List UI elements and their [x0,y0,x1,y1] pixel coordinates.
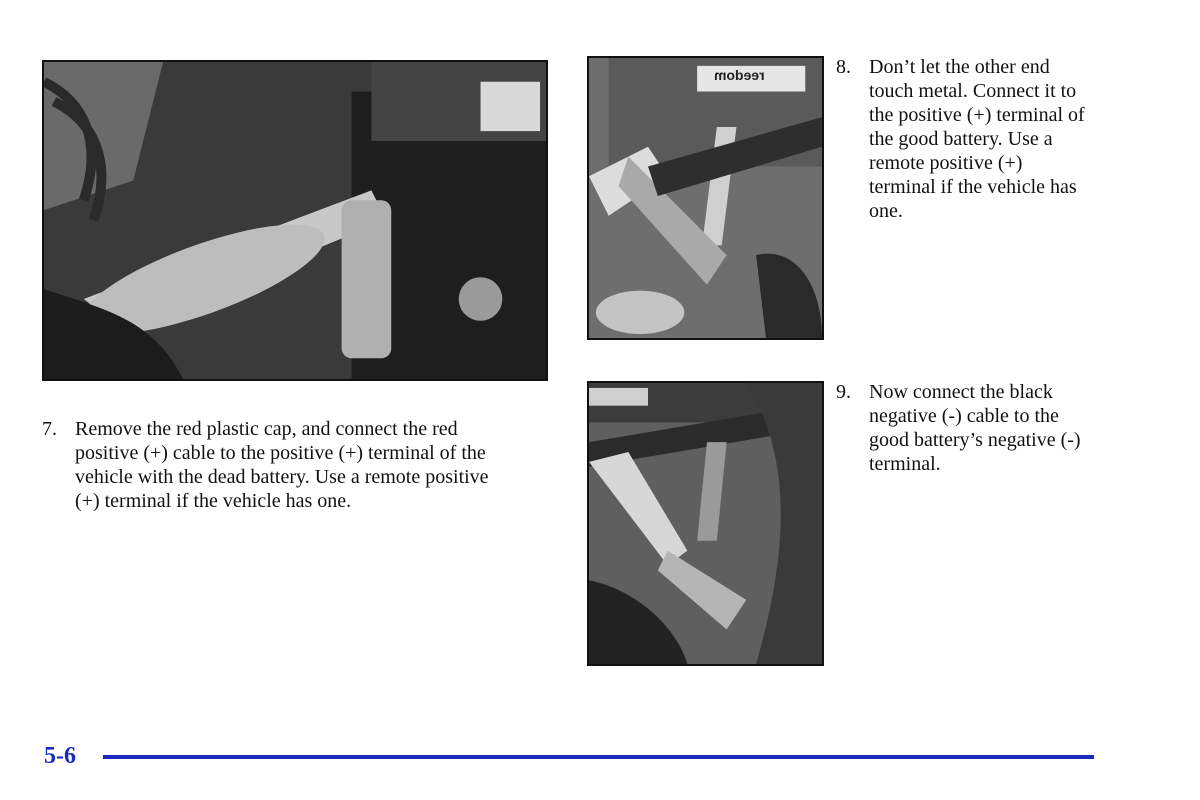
step-number: 8. [836,56,851,78]
step-7 [42,417,512,513]
step-text: Now connect the black negative (-) cable to the good battery’s negative (-) terminal. [869,381,1081,475]
photo-clamp-dead-battery [42,60,548,381]
photo-negative-cable [587,381,824,666]
step-number: 7. [42,418,57,440]
step-text: Don’t let the other end touch metal. Connect it to the positive (+) terminal of the good battery. Use a remote positive (+) terminal if the vehicle has one. [869,56,1085,222]
footer-rule [103,755,1094,759]
step-9 [836,380,1086,476]
step-number: 9. [836,381,851,403]
step-text: Remove the red plastic cap, and connect the red positive (+) cable to the positive (+) terminal of the vehicle with the dead battery. Use a remote positive (+) terminal if the vehicle has one. [75,418,489,512]
page-number: 5-6 [44,743,76,769]
battery-brand-label: reedom [714,67,765,83]
photo-clamp-good-battery [587,56,824,340]
step-8 [836,55,1086,223]
